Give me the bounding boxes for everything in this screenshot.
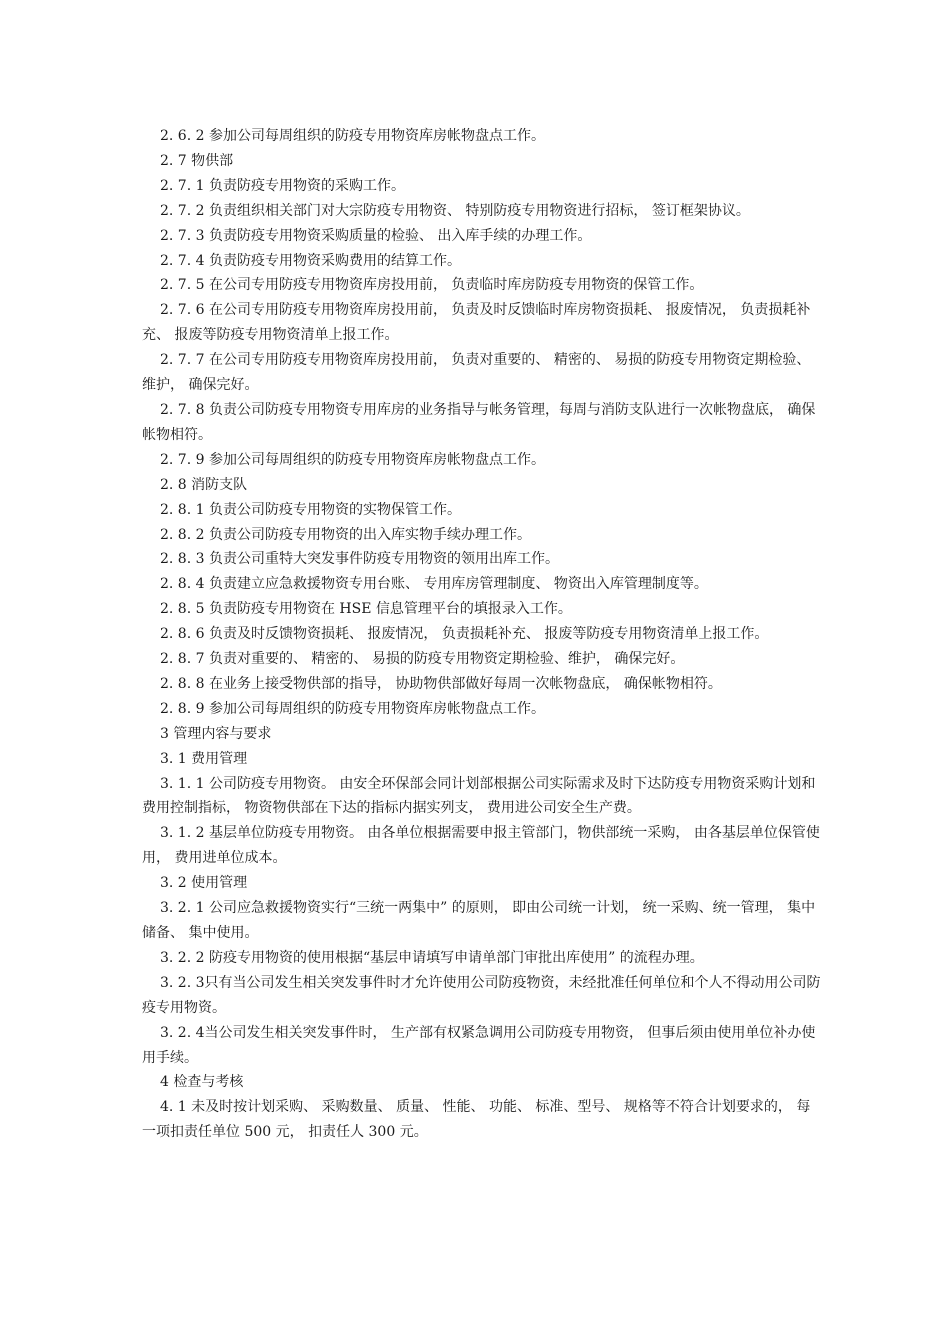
paragraph-2-7-6: 2. 7. 6 在公司专用防疫专用物资库房投用前， 负责及时反馈临时库房物资损耗、 报废情况， 负责损耗补充、 报废等防疫专用物资清单上报工作。 — [142, 302, 811, 344]
paragraph-3-2-2: 3. 2. 2 防疫专用物资的使用根据“基层申请填写申请单部门审批出库使用” 的流程办理。 — [160, 949, 704, 966]
section-heading-4: 4 检查与考核 — [160, 1074, 244, 1091]
paragraph-2-8-2: 2. 8. 2 负责公司防疫专用物资的出入库实物手续办理工作。 — [160, 526, 531, 543]
paragraph-2-8-3: 2. 8. 3 负责公司重特大突发事件防疫专用物资的领用出库工作。 — [160, 551, 559, 568]
section-heading-2-8: 2. 8 消防支队 — [160, 476, 248, 493]
paragraph-3-2-3: 3. 2. 3只有当公司发生相关突发事件时才允许使用公司防疫物资，未经批准任何单位和个人不得动用公司防疫专用物资。 — [142, 974, 821, 1016]
paragraph-2-7-3: 2. 7. 3 负责防疫专用物资采购质量的检验、 出入库手续的办理工作。 — [160, 227, 592, 244]
paragraph-4-1: 4. 1 未及时按计划采购、 采购数量、 质量、 性能、 功能、 标准、型号、 规格等不符合计划要求的， 每一项扣责任单位 500 元， 扣责任人 300 元。 — [142, 1099, 811, 1141]
paragraph-2-8-8: 2. 8. 8 在业务上接受物供部的指导， 协助物供部做好每周一次帐物盘底， 确保帐物相符。 — [160, 675, 722, 692]
paragraph-2-7-4: 2. 7. 4 负责防疫专用物资采购费用的结算工作。 — [160, 252, 461, 269]
paragraph-2-7-9: 2. 7. 9 参加公司每周组织的防疫专用物资库房帐物盘点工作。 — [160, 451, 545, 468]
paragraph-2-8-6: 2. 8. 6 负责及时反馈物资损耗、 报废情况， 负责损耗补充、 报废等防疫专用物资清单上报工作。 — [160, 626, 769, 643]
paragraph-2-8-5: 2. 8. 5 负责防疫专用物资在 HSE 信息管理平台的填报录入工作。 — [160, 601, 572, 618]
document-body — [142, 124, 822, 1145]
paragraph-2-7-2: 2. 7. 2 负责组织相关部门对大宗防疫专用物资、 特别防疫专用物资进行招标， 签订框架协议。 — [160, 202, 750, 219]
paragraph-3-1-2: 3. 1. 2 基层单位防疫专用物资。 由各单位根据需要申报主管部门，物供部统一采购， 由各基层单位保管使用， 费用进单位成本。 — [142, 825, 820, 867]
paragraph-2-7-1: 2. 7. 1 负责防疫专用物资的采购工作。 — [160, 177, 405, 194]
paragraph-2-8-4: 2. 8. 4 负责建立应急救援物资专用台账、 专用库房管理制度、 物资出入库管理制度等。 — [160, 576, 708, 593]
paragraph-2-7-5: 2. 7. 5 在公司专用防疫专用物资库房投用前， 负责临时库房防疫专用物资的保管工作。 — [160, 277, 704, 294]
section-heading-3: 3 管理内容与要求 — [160, 725, 272, 742]
paragraph-2-8-7: 2. 8. 7 负责对重要的、 精密的、 易损的防疫专用物资定期检验、维护， 确保完好。 — [160, 651, 685, 668]
paragraph-2-8-1: 2. 8. 1 负责公司防疫专用物资的实物保管工作。 — [160, 501, 461, 518]
section-heading-3-1: 3. 1 费用管理 — [160, 750, 248, 767]
paragraph-2-7-7: 2. 7. 7 在公司专用防疫专用物资库房投用前， 负责对重要的、 精密的、 易损的防疫专用物资定期检验、 维护， 确保完好。 — [142, 352, 815, 394]
paragraph-3-2-1: 3. 2. 1 公司应急救援物资实行“三统一两集中” 的原则， 即由公司统一计划， 统一采购、统一管理， 集中储备、 集中使用。 — [142, 900, 816, 941]
paragraph-2-8-9: 2. 8. 9 参加公司每周组织的防疫专用物资库房帐物盘点工作。 — [160, 700, 545, 717]
paragraph-3-1-1: 3. 1. 1 公司防疫专用物资。 由安全环保部会同计划部根据公司实际需求及时下达防疫专用物资采购计划和费用控制指标， 物资物供部在下达的指标内据实列支， 费用进公司安全生产费。 — [142, 775, 816, 817]
paragraph-2-7-8: 2. 7. 8 负责公司防疫专用物资专用库房的业务指导与帐务管理，每周与消防支队进行一次帐物盘底， 确保帐物相符。 — [142, 401, 816, 443]
section-heading-3-2: 3. 2 使用管理 — [160, 875, 248, 892]
paragraph-3-2-4: 3. 2. 4当公司发生相关突发事件时， 生产部有权紧急调用公司防疫专用物资， 但事后须由使用单位补办使用手续。 — [142, 1024, 816, 1066]
section-heading-2-7: 2. 7 物供部 — [160, 152, 234, 169]
paragraph-2-6-2: 2. 6. 2 参加公司每周组织的防疫专用物资库房帐物盘点工作。 — [160, 128, 545, 144]
